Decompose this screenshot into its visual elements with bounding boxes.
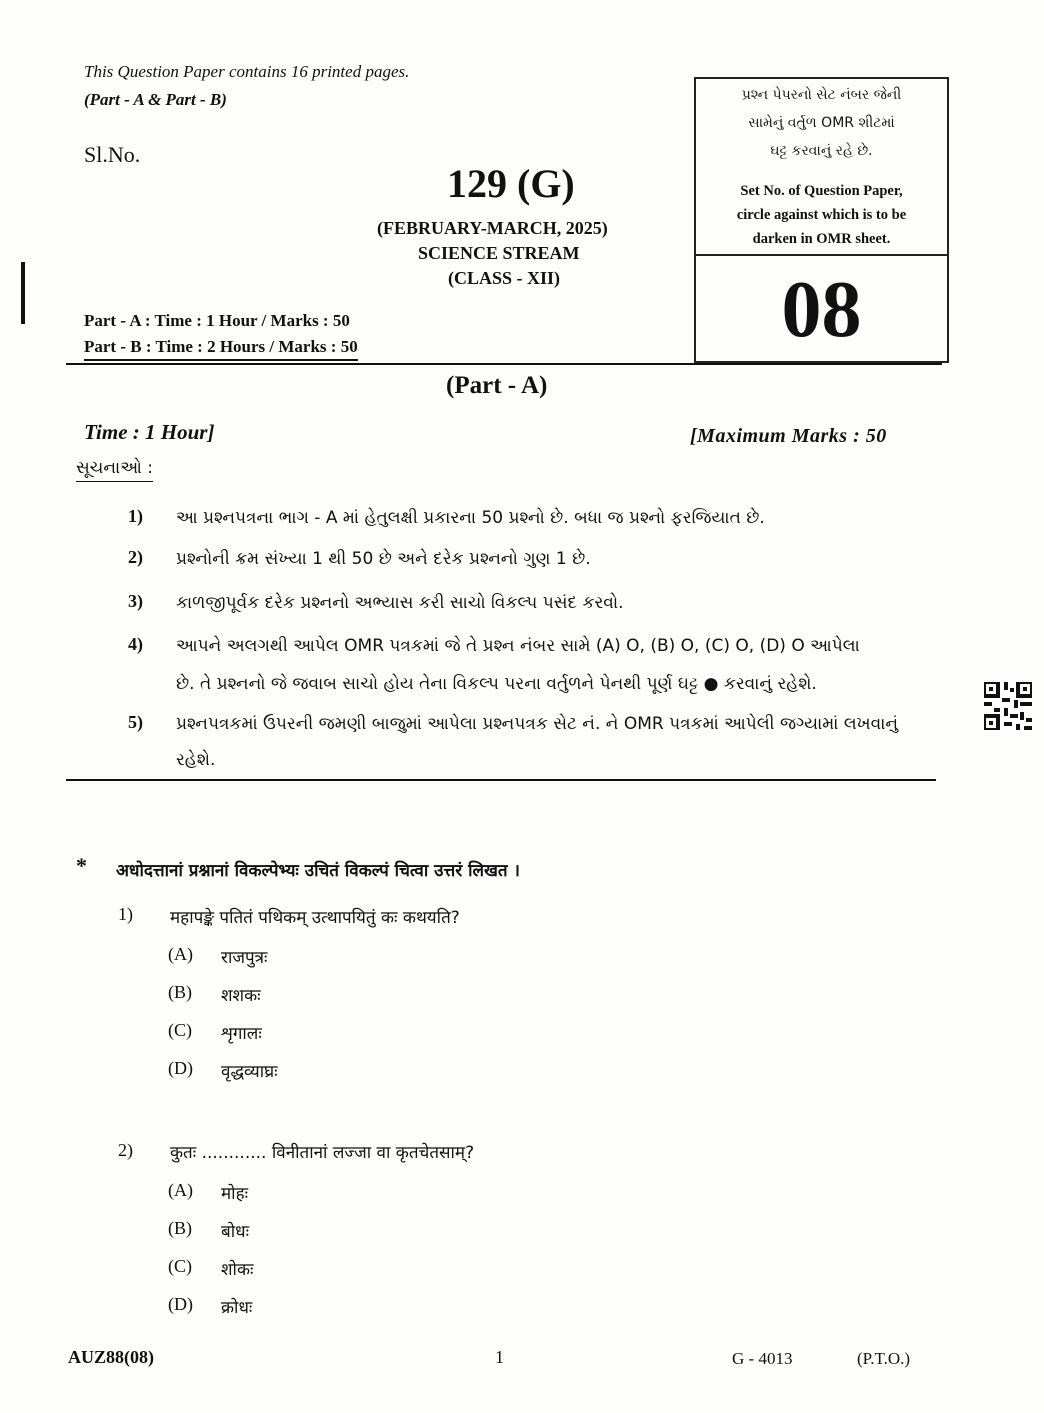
question-number: 2)	[118, 1140, 133, 1160]
question-number: 1)	[118, 904, 133, 924]
instruction-text: પ્રશ્નપત્રકમાં ઉપરની જમણી બાજુમાં આપેલા પ્રશ્નપત્રક સેટ નં. ને OMR પત્રકમાં આપેલી જગ્યામાં લખવાનું	[176, 714, 899, 734]
option-text: शशकः	[221, 986, 261, 1006]
instruction-text: આપને અલગથી આપેલ OMR પત્રકમાં જે તે પ્રશ્ન નંબર સામે (A) O, (B) O, (C) O, (D) O આપેલા	[176, 636, 860, 656]
question-text: कुतः ............ विनीतानां लज्जा वा कृतचेतसाम्?	[170, 1143, 475, 1163]
option-text: बोधः	[221, 1222, 249, 1242]
option-text: शृगालः	[221, 1024, 262, 1044]
margin-mark	[21, 262, 25, 324]
footer-page-number: 1	[495, 1347, 504, 1367]
set-box-gujarati-line: ઘટ્ટ કરવાનું રહે છે.	[770, 143, 873, 159]
option-text: शोकः	[221, 1260, 254, 1280]
option-text: मोहः	[221, 1184, 249, 1204]
footer-paper-code: AUZ88(08)	[68, 1347, 154, 1367]
paper-code: 129 (G)	[447, 161, 575, 206]
instruction-text: આ પ્રશ્નપત્રના ભાગ - A માં હેતુલક્ષી પ્રકારના 50 પ્રશ્નો છે. બધા જ પ્રશ્નો ફરજિયાત છે.	[176, 508, 765, 528]
sl-no-label: Sl.No.	[84, 142, 141, 167]
option-letter: (B)	[168, 982, 192, 1002]
set-number: 08	[781, 266, 862, 354]
time-label: Time : 1 Hour]	[84, 420, 215, 444]
instruction-number: 1)	[128, 506, 143, 526]
instructions-heading: સૂચનાઓ :	[76, 458, 153, 482]
instruction-text: છે. તે પ્રશ્નનો જે જવાબ સાચો હોય તેના વિકલ્પ પરના વર્તુળને પેનથી પૂર્ણ ઘટ્ટ ● કરવાનું રહેશે.	[176, 674, 817, 694]
instruction-text: કાળજીપૂર્વક દરેક પ્રશ્નનો અભ્યાસ કરી સાચો વિકલ્પ પસંદ કરવો.	[176, 593, 624, 613]
footer-print-code: G - 4013	[732, 1349, 793, 1368]
pages-note: This Question Paper contains 16 printed pages.	[84, 62, 410, 81]
option-text: राजपुत्रः	[221, 948, 268, 968]
option-text: वृद्धव्याघ्रः	[221, 1062, 278, 1082]
set-box-gujarati-line: પ્રશ્ન પેપરનો સેટ નંબર જેની	[741, 87, 902, 103]
option-text: क्रोधः	[221, 1298, 253, 1318]
max-marks-label: [Maximum Marks : 50	[690, 425, 887, 447]
set-box-english-line: Set No. of Question Paper,	[740, 183, 903, 199]
option-letter: (C)	[168, 1256, 192, 1276]
part-title: (Part - A)	[446, 372, 548, 399]
question-text: महापङ्के पतितं पथिकम् उत्थापयितुं कः कथयति?	[170, 908, 460, 928]
footer-pto: (P.T.O.)	[857, 1349, 911, 1368]
option-letter: (C)	[168, 1020, 192, 1040]
stream-name: SCIENCE STREAM	[418, 243, 580, 263]
instruction-number: 4)	[128, 634, 143, 654]
option-letter: (D)	[168, 1058, 193, 1078]
set-box-divider	[696, 254, 947, 256]
set-box-english-line: circle against which is to be	[736, 207, 907, 223]
qr-code-icon	[984, 682, 1032, 730]
part-b-timing: Part - B : Time : 2 Hours / Marks : 50	[84, 337, 358, 361]
instructions-divider	[66, 779, 936, 781]
exam-session: (FEBRUARY-MARCH, 2025)	[377, 218, 608, 238]
option-letter: (B)	[168, 1218, 192, 1238]
option-letter: (A)	[168, 1180, 193, 1200]
part-a-timing: Part - A : Time : 1 Hour / Marks : 50	[84, 311, 350, 330]
instruction-text: પ્રશ્નોની ક્રમ સંખ્યા 1 થી 50 છે અને દરેક પ્રશ્નનો ગુણ 1 છે.	[176, 549, 591, 569]
set-box-gujarati-line: સામેનું વર્તુળ OMR શીટમાં	[748, 115, 895, 131]
instruction-number: 2)	[128, 547, 143, 567]
class-name: (CLASS - XII)	[448, 268, 561, 288]
section-instruction: अधोदत्तानां प्रश्नानां विकल्पेभ्यः उचितं विकल्पं चित्वा उत्तरं लिखत ।	[116, 861, 520, 881]
set-box-english-line: darken in OMR sheet.	[752, 231, 891, 247]
instruction-text: રહેશે.	[176, 750, 216, 770]
instruction-number: 5)	[128, 712, 143, 732]
instruction-number: 3)	[128, 591, 143, 611]
header-divider	[66, 363, 942, 365]
set-number-box	[694, 77, 949, 363]
option-letter: (D)	[168, 1294, 193, 1314]
option-letter: (A)	[168, 944, 193, 964]
parts-note: (Part - A & Part - B)	[84, 90, 227, 109]
section-marker: *	[76, 853, 87, 878]
